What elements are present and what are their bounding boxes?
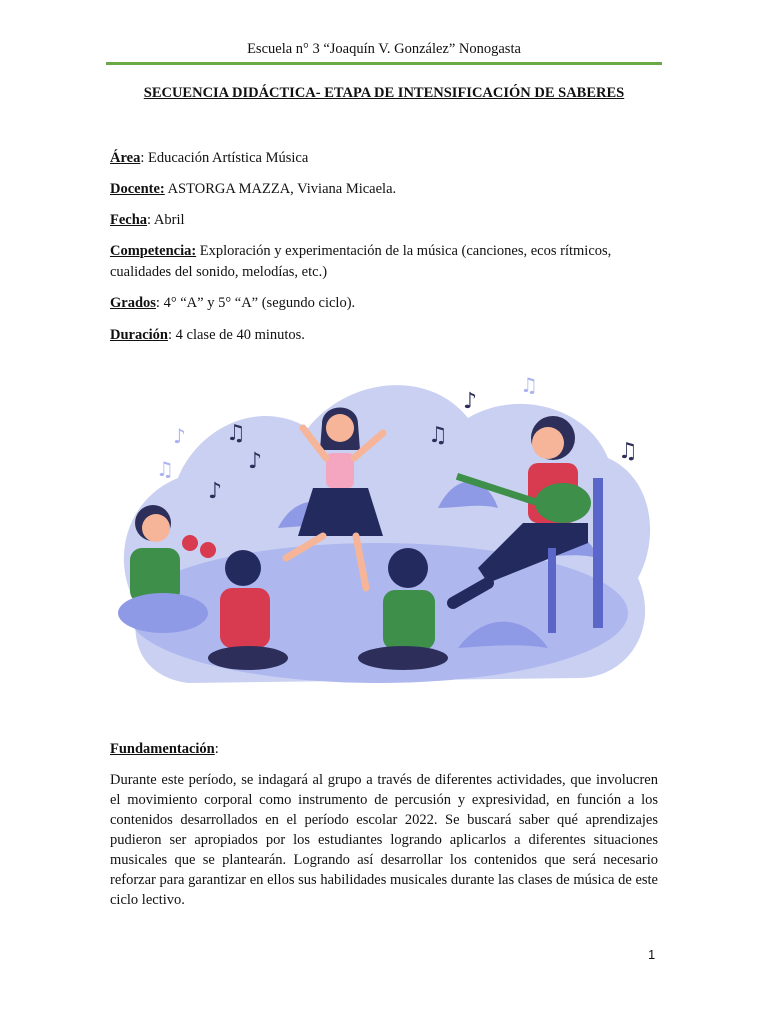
field-fecha-label: Fecha bbox=[110, 212, 148, 228]
field-grados-label: Grados bbox=[110, 295, 156, 311]
field-competencia bbox=[110, 241, 660, 283]
field-duracion bbox=[110, 325, 660, 346]
section-heading-label: Fundamentación bbox=[110, 741, 215, 757]
svg-text:♫: ♫ bbox=[618, 439, 638, 464]
svg-text:♪: ♪ bbox=[173, 424, 186, 448]
header-divider bbox=[106, 62, 662, 65]
page-header: Escuela n° 3 “Joaquín V. González” Nonogasta bbox=[247, 41, 521, 57]
svg-text:♫: ♫ bbox=[226, 421, 246, 446]
field-docente-value: ASTORGA MAZZA, Viviana Micaela. bbox=[164, 181, 397, 197]
field-area-value: : Educación Artística Música bbox=[140, 150, 309, 166]
section-heading bbox=[110, 741, 219, 758]
fundamentacion-paragraph: Durante este período, se indagará al grupo a través de diferentes actividades, que involucren el movimiento corporal como instrumento de percusión y expresividad, en función a los contenidos desarrollados en el período escolar 2022. Se buscará saber qué aprendizajes pudieron ser apropiados por los estudiantes logrando aplicarlos a diferentes situaciones musicales que se plantearán. Logrando así desarrollar los contenidos que será necesario reforzar para garantizar en ellos sus habilidades musicales durante las clases de música de este ciclo lectivo. bbox=[110, 772, 658, 908]
field-grados bbox=[110, 293, 660, 314]
field-duracion-label: Duración bbox=[110, 327, 168, 343]
svg-text:♫: ♫ bbox=[520, 373, 538, 397]
field-competencia-label: Competencia: bbox=[110, 243, 197, 259]
field-area-label: Área bbox=[110, 150, 141, 166]
svg-text:♪: ♪ bbox=[248, 449, 263, 474]
field-competencia-value: Exploración y experimentación de la música (canciones, ecos rítmicos, cualidades del sonido, melodías, etc.) bbox=[110, 243, 612, 280]
field-fecha-value: : Abril bbox=[147, 212, 185, 228]
svg-text:♪: ♪ bbox=[208, 479, 223, 504]
section-heading-colon: : bbox=[214, 741, 219, 757]
field-fecha bbox=[110, 210, 660, 231]
field-duracion-value: : 4 clase de 40 minutos. bbox=[168, 327, 305, 343]
field-area bbox=[110, 148, 660, 169]
svg-text:♫: ♫ bbox=[428, 423, 448, 448]
field-docente bbox=[110, 179, 660, 200]
field-docente-label: Docente: bbox=[110, 181, 165, 197]
music-class-illustration bbox=[108, 358, 660, 698]
document-title: SECUENCIA DIDÁCTICA- ETAPA DE INTENSIFICACIÓN DE SABERES bbox=[143, 85, 625, 101]
page-number: 1 bbox=[648, 947, 656, 962]
svg-text:♪: ♪ bbox=[463, 389, 478, 414]
field-grados-value: : 4° “A” y 5° “A” (segundo ciclo). bbox=[155, 295, 356, 311]
svg-text:♫: ♫ bbox=[156, 457, 174, 481]
